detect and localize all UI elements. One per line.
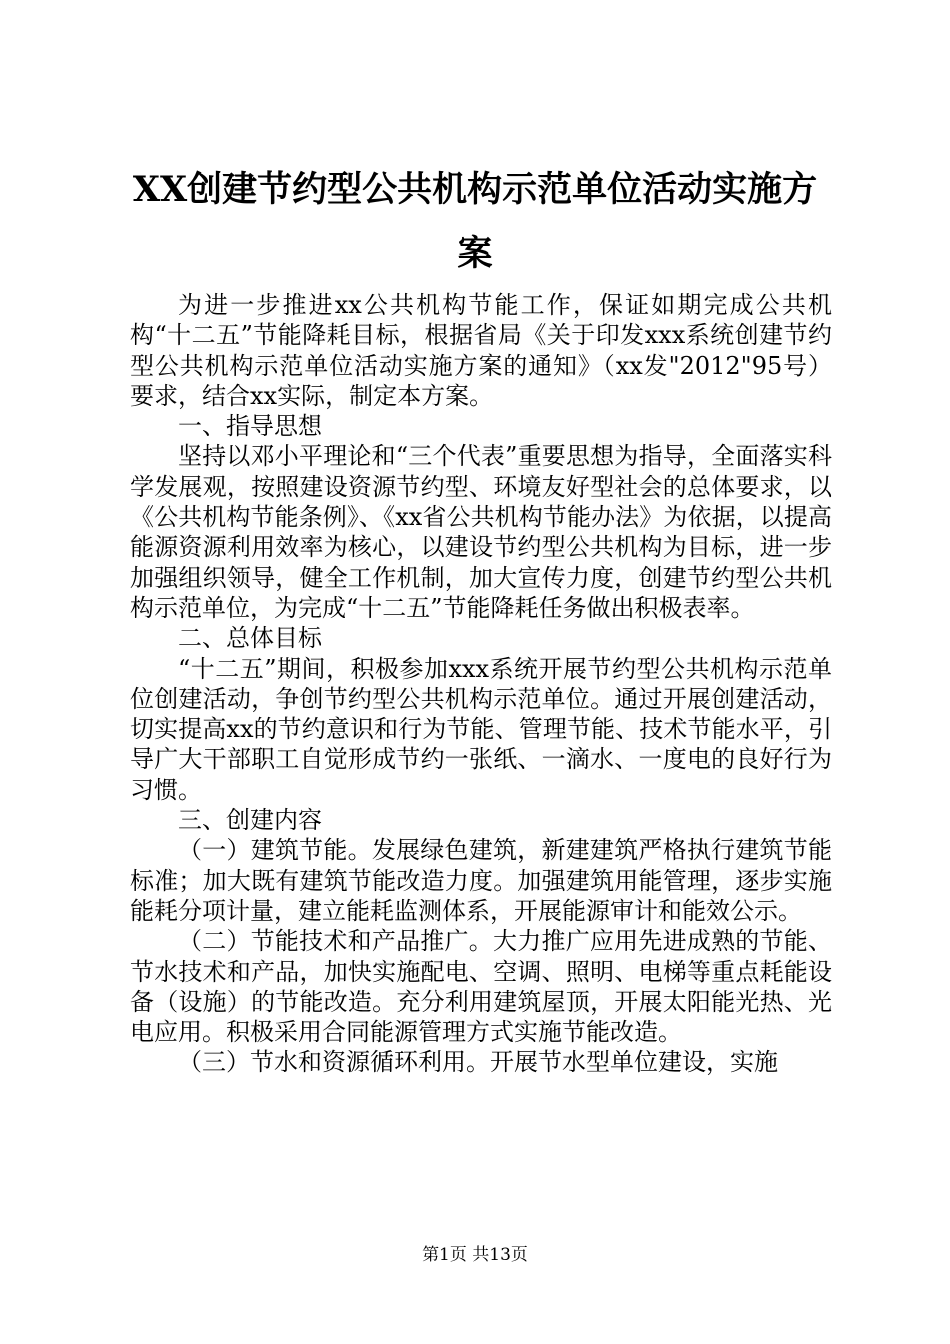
document-title: XX创建节约型公共机构示范单位活动实施方案 [132, 169, 818, 274]
paragraph-intro: 为进一步推进xx公共机构节能工作，保证如期完成公共机构“十二五”节能降耗目标，根据省局《关于印发xxx系统创建节约型公共机构示范单位活动实施方案的通知》（xx发"2012"95号）要求，结合xx实际，制定本方案。 [130, 291, 832, 410]
document-body [130, 290, 832, 1078]
page-footer: 第1页 共13页 [422, 1245, 528, 1265]
paragraph-building-energy: （一）建筑节能。发展绿色建筑，新建建筑严格执行建筑节能标准；加大既有建筑节能改造力度。加强建筑用能管理，逐步实施能耗分项计量，建立能耗监测体系，开展能源审计和能效公示。 [130, 836, 832, 925]
paragraph-overall-goal: “十二五”期间，积极参加xxx系统开展节约型公共机构示范单位创建活动，争创节约型公共机构示范单位。通过开展创建活动，切实提高xx的节约意识和行为节能、管理节能、技术节能水平，引导广大干部职工自觉形成节约一张纸、一滴水、一度电的良好行为习惯。 [130, 654, 832, 804]
paragraph-guiding-ideology: 坚持以邓小平理论和“三个代表”重要思想为指导，全面落实科学发展观，按照建设资源节约型、环境友好型社会的总体要求，以《公共机构节能条例》、《xx省公共机构节能办法》为依据，以提高能源资源利用效率为核心，以建设节约型公共机构为目标，进一步加强组织领导，健全工作机制，加大宣传力度，创建节约型公共机构示范单位，为完成“十二五”节能降耗任务做出积极表率。 [130, 442, 832, 622]
paragraph-technology-promotion: （二）节能技术和产品推广。大力推广应用先进成熟的节能、节水技术和产品，加快实施配电、空调、照明、电梯等重点耗能设备（设施）的节能改造。充分利用建筑屋顶，开展太阳能光热、光电应用。积极采用合同能源管理方式实施节能改造。 [130, 927, 832, 1047]
section-heading-overall-goal: 二、总体目标 [178, 624, 322, 653]
section-heading-guiding-ideology: 一、指导思想 [178, 412, 322, 441]
paragraph-water-recycling: （三）节水和资源循环利用。开展节水型单位建设，实施 [178, 1048, 778, 1077]
section-heading-content: 三、创建内容 [178, 806, 322, 835]
